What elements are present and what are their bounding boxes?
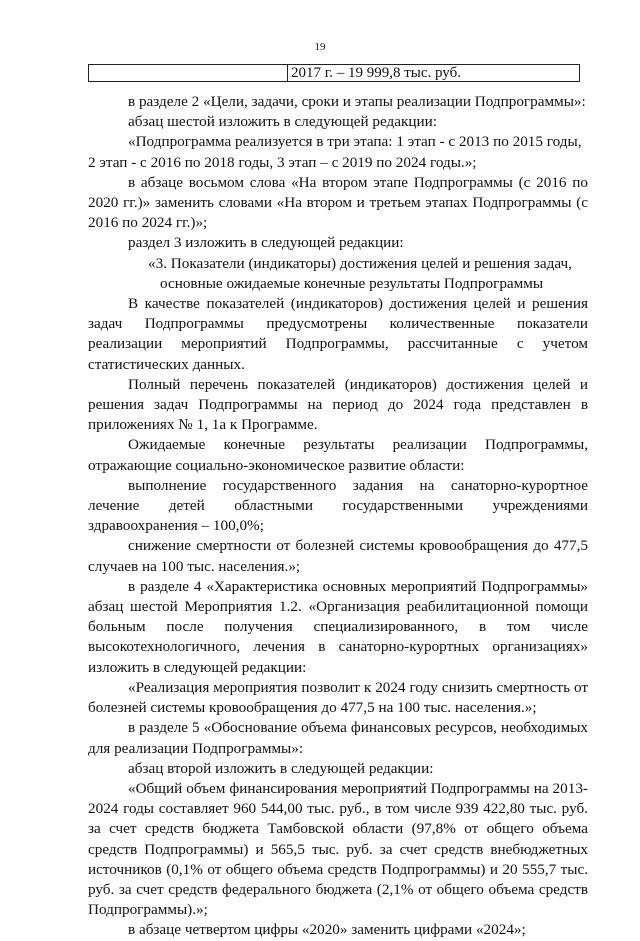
paragraph-full-list: Полный перечень показателей (индикаторов) достижения целей и решения задач Подпрограммы на период до 2024 года представлен в приложениях № 1, 1а к Программе. [88,375,588,434]
paragraph-indicators: В качестве показателей (индикаторов) достижения целей и решения задач Подпрограммы предусмотрены количественные показатели реализации мероприятий Подпрограммы, рассчитанные с учетом статистических данных. [88,295,588,373]
page-number: 19 [314,41,326,53]
paragraph-abzac8-replace: в абзаце восьмом слова «На втором этапе Подпрограммы (с 2016 по 2020 гг.)» заменить словами «На втором и третьем этапах Подпрограммы (с 2016 по 2024 гг.)»; [88,173,588,232]
table-cell-amount: 2017 г. – 19 999,8 тыс. руб. [291,65,461,81]
document-body [88,92,588,941]
section-heading-line1: «3. Показатели (индикаторы) достижения целей и решения задач, [148,254,572,272]
paragraph-section3-instruction: раздел 3 изложить в следующей редакции: [128,234,404,252]
paragraph-result-mortality: снижение смертности от болезней системы кровообращения до 477,5 случаев на 100 тыс. населения.»; [88,537,588,575]
paragraph-measure-effect: «Реализация мероприятия позволит к 2024 году снизить смертность от болезней системы кровообращения до 477,5 на 100 тыс. населения.»; [88,678,588,717]
paragraph-expected-results: Ожидаемые конечные результаты реализации Подпрограммы, отражающие социально-экономическое развитие области: [88,436,588,474]
paragraph-abzac6-instruction: абзац шестой изложить в следующей редакции: [128,113,437,131]
paragraph-abzac2-instruction: абзац второй изложить в следующей редакции: [128,759,434,777]
paragraph-stages-line1: «Подпрограмма реализуется в три этапа: 1 этап - с 2013 по 2015 годы, [128,133,582,151]
paragraph-section5-intro: в разделе 5 «Обоснование объема финансовых ресурсов, необходимых для реализации Подпрограммы»: [88,719,588,757]
section-heading-line2: основные ожидаемые конечные результаты Подпрограммы [160,274,544,292]
paragraph-result-sanatorium: выполнение государственного задания на санаторно-курортное лечение детей областными государственными учреждениями здравоохранения – 100,0%; [88,476,588,535]
table-fragment [88,64,580,82]
paragraph-section2-intro: в разделе 2 «Цели, задачи, сроки и этапы реализации Подпрограммы»: [128,93,586,110]
table-cell-empty [89,65,288,81]
paragraph-abzac4-replace: в абзаце четвертом цифры «2020» заменить цифрами «2024»; [128,921,526,939]
section-heading [88,254,588,294]
paragraph-stages-line2: 2 этап - с 2016 по 2018 годы, 3 этап – с 2019 по 2024 годы.»; [88,153,477,171]
paragraph-section4-change: в разделе 4 «Характеристика основных мероприятий Подпрограммы» абзац шестой Мероприятия 1.2. «Организация реабилитационной помощи больным после получения специализированного, в том числе высокотехнологичного, лечения в санаторно-курортных организациях» изложить в следующей редакции: [88,577,588,676]
paragraph-financing-total: «Общий объем финансирования мероприятий Подпрограммы на 2013-2024 годы составляет 960 544,00 тыс. руб., в том числе 939 422,80 тыс. руб. за счет средств бюджета Тамбовской области (97,8% от общего объема средств Подпрограммы) и 565,5 тыс. руб. за счет средств внебюджетных источников (0,1% от общего объема средств Подпрограммы) и 20 555,7 тыс. руб. за счет средств федерального бюджета (2,1% от общего объема средств Подпрограммы).»; [88,779,588,919]
